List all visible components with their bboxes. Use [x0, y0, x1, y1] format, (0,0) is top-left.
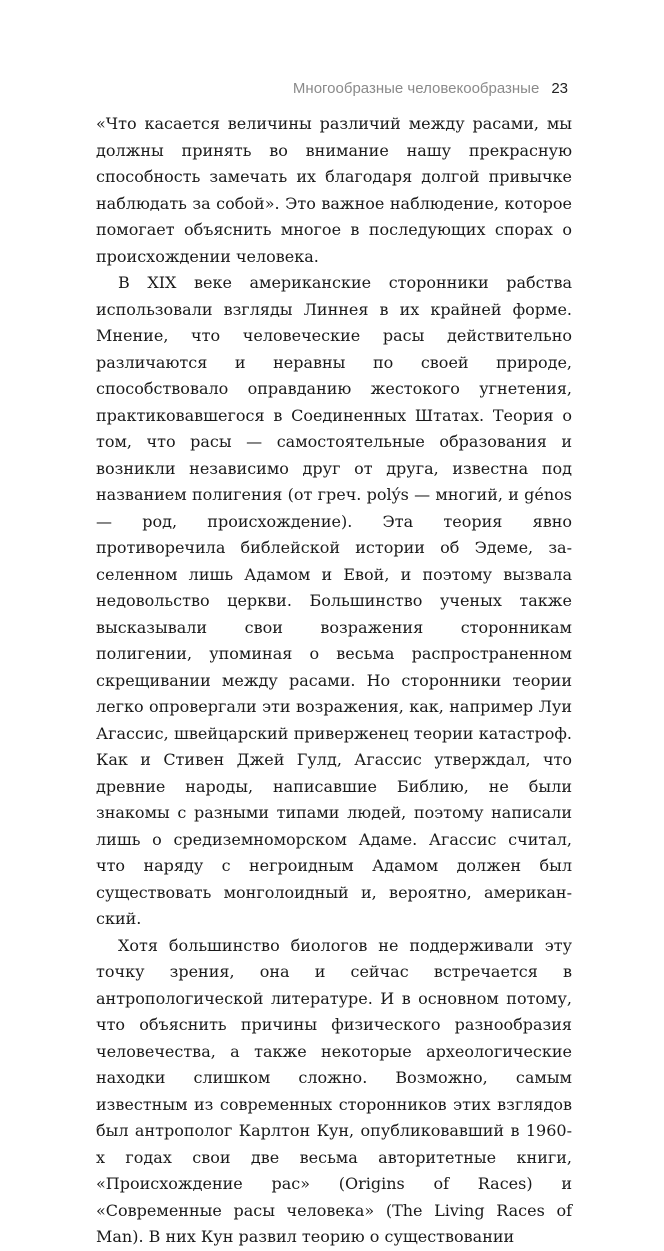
running-header — [293, 80, 568, 97]
paragraph-1: «Что касается величины различий между расами, мы должны принять во внимание нашу прекрасную способность замечать их благодаря долгой привычке наблюдать за собой». Это важное наблюдение, которое помогает объяснить многое в последующих спорах о происхождении человека. — [96, 114, 572, 266]
paragraph-2: В XIX веке американские сторонники рабства использовали взгляды Линнея в их крайней форме. Мнение, что человеческие расы действительно различаются и неравны по своей природе, способствовало оправданию жестокого угнетения, практиковавшегося в Соединенных Штатах. Теория о том, что расы — самостоятельные образования и возникли независимо друг от друга, известна под названием полигения (от греч. polýs — многий, и génos — род, происхождение). Эта теория явно противоречила библейской истории об Эдеме, заселенном лишь Адамом и Евой, и поэтому вызвала недовольство церкви. Большинство ученых также высказывали свои возражения сторонникам полигении, упоминая о весьма распространенном скрещивании между расами. Но сторонники теории легко опровергали эти возражения, как, например Луи Агассис, швейцарский приверженец теории катастроф. Как и Стивен Джей Гулд, Агассис утверждал, что древние народы, написавшие Библию, не были знакомы с разными типами людей, поэтому написали лишь о средиземноморском Адаме. Агассис считал, что наряду с негроидным Адамом должен был существовать монголоидный и, вероятно, американский. — [96, 273, 572, 928]
running-title: Многообразные человекообразные — [292, 80, 540, 97]
paragraph-3: Хотя большинство биологов не поддерживали эту точку зрения, она и сейчас встречается в антропологической литературе. И в основном потому, что объяснить причины физического разнообразия человечества, а также некоторые археологические находки слишком сложно. Возможно, самым известным из современных сторонников этих взглядов был антрополог Карлтон Кун, опубликовавший в 1960-х годах свои две весьма авторитетные книги, «Происхождение рас» (Origins of Races) и «Современные расы человека» (The Living Races of Man). В них Кун развил теорию о существовании — [96, 935, 572, 1246]
page-number: 23 — [551, 80, 568, 97]
body-text — [96, 111, 572, 1251]
